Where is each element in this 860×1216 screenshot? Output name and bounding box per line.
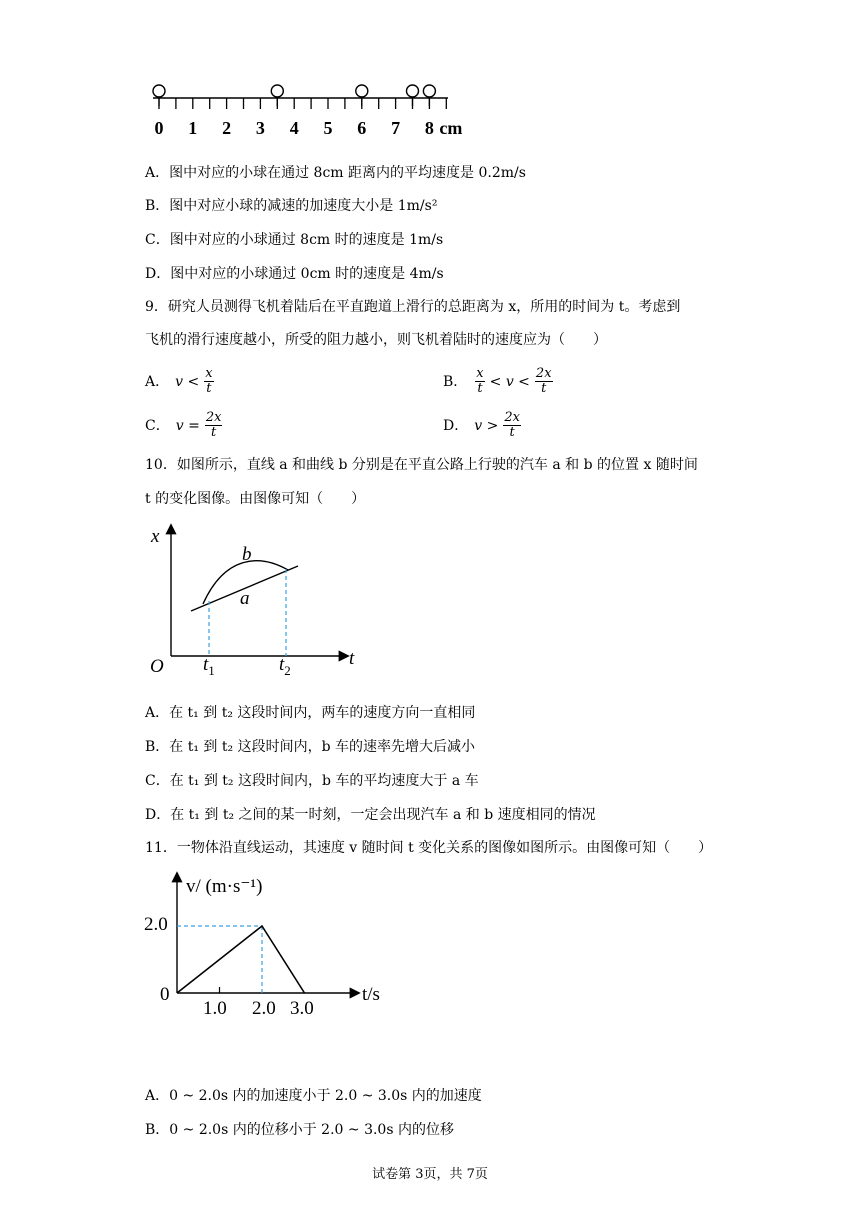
q9-option-b-fraction2: $\frac{2x}{t}$ [535,366,552,396]
q9-option-c-fraction: $\frac{2x}{t}$ [205,410,222,440]
q10-stem-line2: t 的变化图像。由图像可知（ ） [145,491,366,507]
q11-stem: 11．一物体沿直线运动，其速度 v 随时间 t 变化关系的图像如图所示。由图像可知（ ） [145,840,713,856]
q9-option-c-label: C． [145,417,170,434]
q8-option-d: D．图中对应的小球通过 0cm 时的速度是 4m/s [145,266,444,282]
ruler-tick-label: 0 [154,118,164,138]
q8-option-b: B．图中对应小球的减速的加速度大小是 1m/s² [145,198,438,214]
ruler-unit-label: cm [439,118,463,138]
ruler-tick-label: 5 [323,118,333,138]
q11-x-tick-label-3: 3.0 [290,998,314,1019]
q11-y-label: v/ (m·s⁻¹) [186,876,263,897]
q10-xt-graph [145,520,375,690]
q9-option-a [145,367,216,396]
q9-option-b-fraction1: $\frac{x}{t}$ [476,366,484,396]
ruler-tick-label: 7 [391,118,401,138]
ball-marker [153,85,165,97]
q10-option-c: C．在 t₁ 到 t₂ 这段时间内，b 车的平均速度大于 a 车 [145,773,479,789]
q8-option-c: C．图中对应的小球通过 8cm 时的速度是 1m/s [145,232,444,248]
q11-origin-label: 0 [160,984,170,1005]
ball-marker [423,85,435,97]
q9-option-c-lhs: v = [175,417,200,434]
ruler-ticks [159,98,446,109]
ruler-figure [140,78,470,140]
q10-x-label: t [349,648,355,669]
q10-label-a: a [240,588,250,609]
ruler-tick-label: 8 [424,118,434,138]
q11-option-a: A．0 ~ 2.0s 内的加速度小于 2.0 ~ 3.0s 内的加速度 [145,1088,482,1104]
q10-option-d: D．在 t₁ 到 t₂ 之间的某一时刻，一定会出现汽车 a 和 b 速度相同的情况 [145,807,596,823]
q11-x-tick-label-2: 2.0 [252,998,276,1019]
q8-option-a: A．图中对应的小球在通过 8cm 距离内的平均速度是 0.2m/s [145,165,526,181]
q10-y-label: x [151,526,160,547]
ball-marker [271,85,283,97]
q11-x-tick-label-1: 1.0 [203,998,227,1019]
q10-t1-label: $t_1$ [203,654,215,678]
q9-option-b-mid: < v < [489,373,530,390]
q9-option-b [443,367,555,396]
q10-t2-label: $t_2$ [279,654,291,678]
q9-option-c [145,411,224,440]
ruler-tick-label: 2 [222,118,232,138]
q9-option-b-label: B． [443,373,468,390]
q10-origin-label: O [150,656,164,677]
q9-option-d-fraction: $\frac{2x}{t}$ [504,410,520,440]
ball-marker [356,85,368,97]
q10-option-a: A．在 t₁ 到 t₂ 这段时间内，两车的速度方向一直相同 [145,705,476,721]
ball-marker [407,85,419,97]
q11-option-b: B．0 ~ 2.0s 内的位移小于 2.0 ~ 3.0s 内的位移 [145,1122,454,1138]
q10-label-b: b [242,544,252,565]
ruler-tick-label: 4 [289,118,299,138]
q9-option-a-lhs: v < [175,373,200,390]
ruler-tick-label: 1 [188,118,198,138]
q9-option-a-fraction: $\frac{x}{t}$ [205,366,213,396]
q11-vt-graph [140,868,400,1028]
q11-x-label: t/s [362,984,380,1005]
ruler-tick-label: 6 [357,118,367,138]
q9-stem-line2: 飞机的滑行速度越小，所受的阻力越小，则飞机着陆时的速度应为（ ） [145,332,607,348]
q9-stem-line1: 9．研究人员测得飞机着陆后在平直跑道上滑行的总距离为 x，所用的时间为 t。考虑到 [145,299,681,315]
ruler-labels [155,118,463,138]
q9-option-d [443,411,523,440]
q10-option-b: B．在 t₁ 到 t₂ 这段时间内，b 车的速率先增大后减小 [145,739,475,755]
q9-option-a-label: A． [145,373,170,390]
ruler-tick-label: 3 [255,118,265,138]
q11-y-tick-label: 2.0 [144,914,168,935]
q9-option-d-label: D． [443,417,469,434]
q11-velocity-line [177,926,305,993]
page-footer: 试卷第 3页，共 7页 [372,1167,488,1182]
q9-option-d-lhs: v > [474,417,499,434]
q10-stem-line1: 10．如图所示，直线 a 和曲线 b 分别是在平直公路上行驶的汽车 a 和 b 的位置 x 随时间 [145,457,698,473]
